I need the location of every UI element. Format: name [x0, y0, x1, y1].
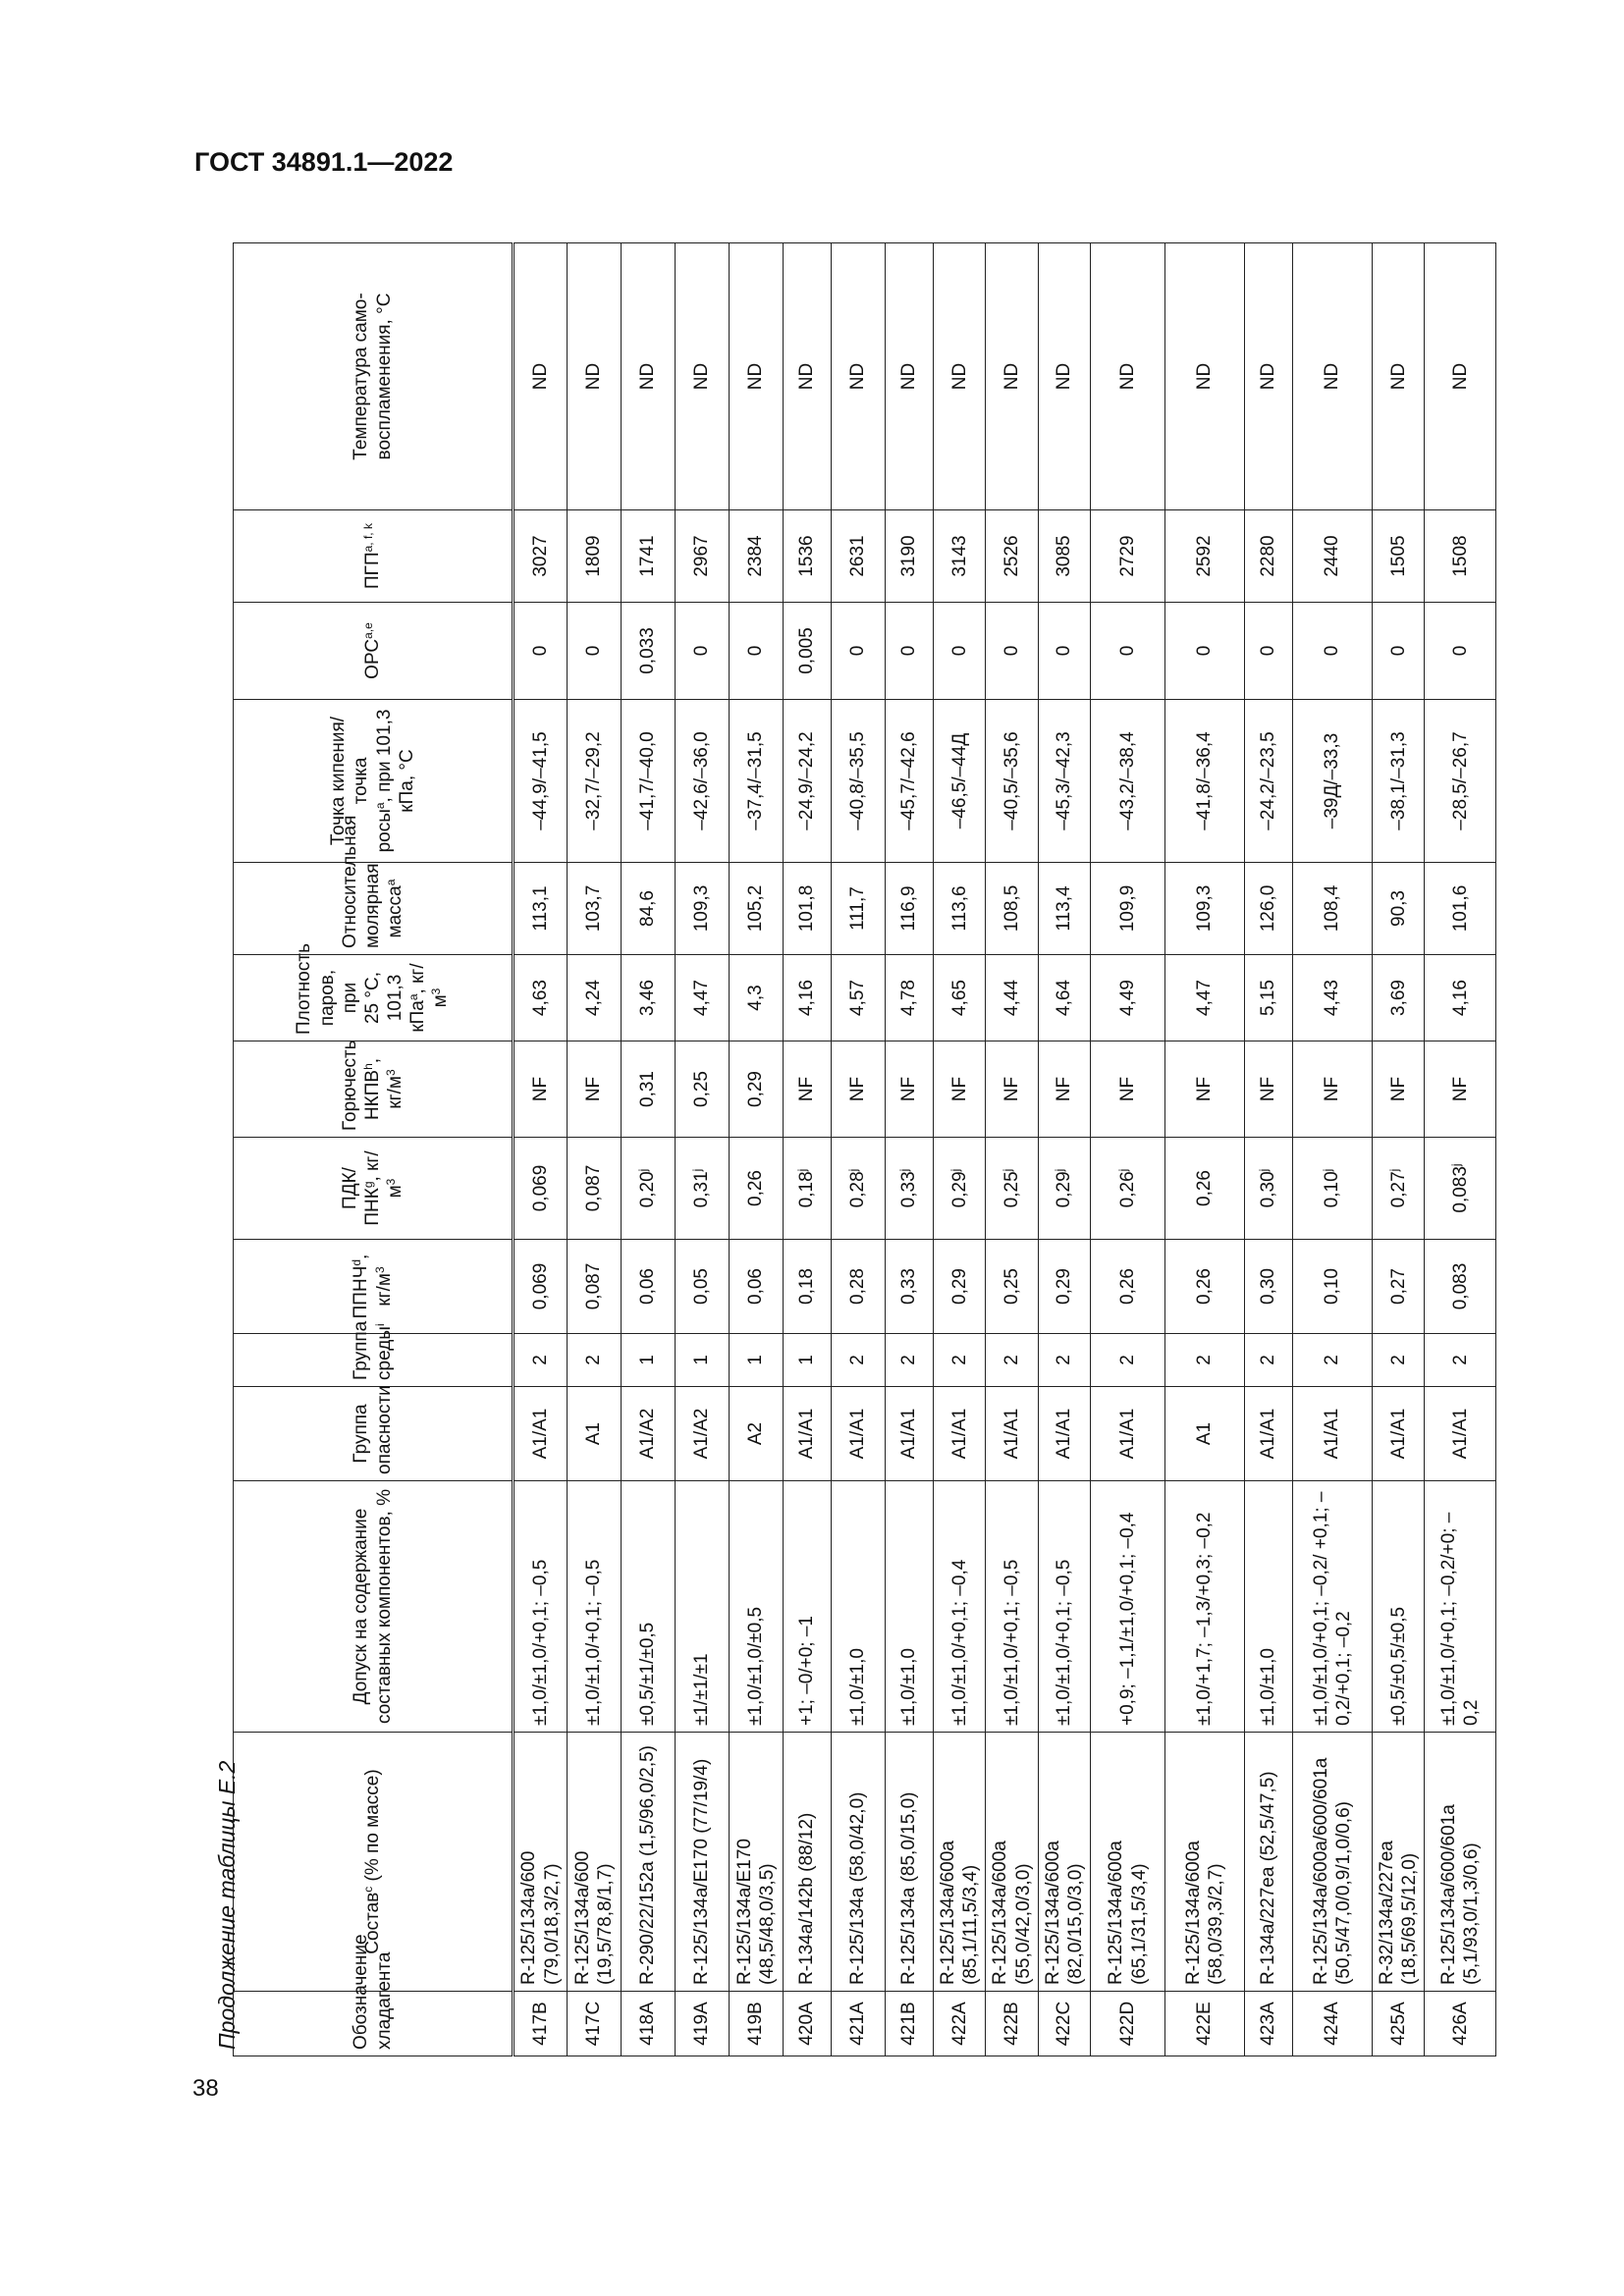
cell-boiling-point: –37,4/–31,5 — [730, 700, 784, 863]
table-header-row — [234, 243, 514, 2056]
cell-pdk: 0,083$^j$ — [1425, 1138, 1496, 1240]
cell-environment-group: 2 — [1293, 1334, 1373, 1387]
cell-designation: 422A — [934, 1992, 986, 2056]
cell-composition: R-125/134a/600a (58,0/39,3/2,7) — [1165, 1733, 1245, 1992]
cell-molar-mass: 108,5 — [986, 863, 1038, 955]
cell-designation: 420A — [784, 1992, 832, 2056]
cell-vapor-density: 4,24 — [568, 955, 622, 1041]
cell-hazard-group: A1/A1 — [1373, 1387, 1425, 1481]
footnote-marker: j — [690, 1168, 705, 1172]
cell-pdk: 0,30$^j$ — [1245, 1138, 1293, 1240]
cell-pdk: 0,31$^j$ — [676, 1138, 730, 1240]
cell-designation: 418A — [622, 1992, 676, 2056]
cell-pdk: 0,27$^j$ — [1373, 1138, 1425, 1240]
cell-tolerance: ±1,0/±1,0/+0,1; –0,2/+0; –0,2 — [1425, 1481, 1496, 1733]
cell-vapor-density: 4,49 — [1091, 955, 1165, 1041]
cell-tolerance: ±1,0/±1,0/+0,1; –0,5 — [514, 1481, 568, 1733]
cell-molar-mass: 101,8 — [784, 863, 832, 955]
cell-molar-mass: 113,6 — [934, 863, 986, 955]
cell-tolerance: ±0,5/±0,5/±0,5 — [1373, 1481, 1425, 1733]
cell-odp: 0 — [1425, 603, 1496, 700]
cell-vapor-density: 4,47 — [676, 955, 730, 1041]
cell-designation: 423A — [1245, 1992, 1293, 2056]
cell-flammability: NF — [1165, 1041, 1245, 1138]
cell-pdk: 0,29$^j$ — [934, 1138, 986, 1240]
cell-flammability: NF — [1091, 1041, 1165, 1138]
table-row — [730, 243, 784, 2056]
cell-composition: R-125/134a/600/601a (5,1/93,0/1,3/0,6) — [1425, 1733, 1496, 1992]
cell-composition: R-125/134a/600 (19,5/78,8/1,7) — [568, 1733, 622, 1992]
cell-boiling-point: –28,5/–26,7 — [1425, 700, 1496, 863]
cell-environment-group: 2 — [1245, 1334, 1293, 1387]
footnote-marker: j — [636, 1168, 651, 1172]
cell-vapor-density: 4,78 — [886, 955, 934, 1041]
cell-autoignition: ND — [1038, 243, 1090, 510]
cell-odp: 0 — [986, 603, 1038, 700]
cell-designation: 421A — [832, 1992, 886, 2056]
cell-odp: 0 — [886, 603, 934, 700]
cell-tolerance: ±1,0/±1,0 — [886, 1481, 934, 1733]
footnote-marker: j — [1000, 1168, 1014, 1172]
cell-autoignition: ND — [1373, 243, 1425, 510]
cell-vapor-density: 4,43 — [1293, 955, 1373, 1041]
cell-hazard-group: A1/A2 — [622, 1387, 676, 1481]
cell-environment-group: 1 — [730, 1334, 784, 1387]
cell-composition: R-125/134a/E170 (48,5/48,0/3,5) — [730, 1733, 784, 1992]
footnote-marker: j — [1257, 1168, 1272, 1172]
cell-flammability: NF — [934, 1041, 986, 1138]
cell-odp: 0 — [676, 603, 730, 700]
cell-vapor-density: 5,15 — [1245, 955, 1293, 1041]
cell-gwp: 1505 — [1373, 510, 1425, 603]
cell-autoignition: ND — [986, 243, 1038, 510]
cell-odp: 0,005 — [784, 603, 832, 700]
cell-vapor-density: 3,69 — [1373, 955, 1425, 1041]
cell-autoignition: ND — [1293, 243, 1373, 510]
cell-ppnch: 0,26 — [1091, 1240, 1165, 1334]
cell-designation: 421B — [886, 1992, 934, 2056]
col-header-boiling-point: Точка кипения/точка росы$^a$, при 101,3 кПа, °С — [234, 700, 514, 863]
table-row — [934, 243, 986, 2056]
cell-hazard-group: A1/A1 — [1293, 1387, 1373, 1481]
cell-pdk: 0,33$^j$ — [886, 1138, 934, 1240]
cell-flammability: NF — [784, 1041, 832, 1138]
col-header-hazard-group: Группа опасности — [234, 1387, 514, 1481]
cell-ppnch: 0,10 — [1293, 1240, 1373, 1334]
cell-molar-mass: 108,4 — [1293, 863, 1373, 955]
cell-autoignition: ND — [514, 243, 568, 510]
cell-designation: 419B — [730, 1992, 784, 2056]
cell-environment-group: 2 — [832, 1334, 886, 1387]
cell-odp: 0 — [1293, 603, 1373, 700]
cell-gwp: 1508 — [1425, 510, 1496, 603]
cell-boiling-point: –41,8/–36,4 — [1165, 700, 1245, 863]
cell-tolerance: ±1,0/±1,0/+0,1; –0,5 — [986, 1481, 1038, 1733]
cell-molar-mass: 116,9 — [886, 863, 934, 955]
cell-hazard-group: A1/A1 — [832, 1387, 886, 1481]
cell-boiling-point: –44,9/–41,5 — [514, 700, 568, 863]
cell-environment-group: 1 — [784, 1334, 832, 1387]
cell-flammability: NF — [1293, 1041, 1373, 1138]
cell-vapor-density: 3,46 — [622, 955, 676, 1041]
cell-gwp: 2631 — [832, 510, 886, 603]
cell-molar-mass: 109,9 — [1091, 863, 1165, 955]
cell-gwp: 1809 — [568, 510, 622, 603]
cell-ppnch: 0,083 — [1425, 1240, 1496, 1334]
cell-environment-group: 2 — [934, 1334, 986, 1387]
cell-flammability: NF — [514, 1041, 568, 1138]
cell-autoignition: ND — [784, 243, 832, 510]
cell-environment-group: 2 — [1165, 1334, 1245, 1387]
cell-odp: 0 — [934, 603, 986, 700]
cell-flammability: NF — [568, 1041, 622, 1138]
cell-vapor-density: 4,44 — [986, 955, 1038, 1041]
cell-hazard-group: A1 — [568, 1387, 622, 1481]
cell-designation: 422C — [1038, 1992, 1090, 2056]
cell-pdk: 0,28$^j$ — [832, 1138, 886, 1240]
cell-autoignition: ND — [1245, 243, 1293, 510]
footnote-marker: j — [897, 1168, 912, 1172]
cell-flammability: NF — [832, 1041, 886, 1138]
cell-hazard-group: A1/A1 — [886, 1387, 934, 1481]
cell-vapor-density: 4,65 — [934, 955, 986, 1041]
cell-autoignition: ND — [1165, 243, 1245, 510]
cell-ppnch: 0,28 — [832, 1240, 886, 1334]
cell-composition: R-125/134a/600a (65,1/31,5/3,4) — [1091, 1733, 1165, 1992]
table-row — [1038, 243, 1090, 2056]
cell-pdk: 0,26 — [1165, 1138, 1245, 1240]
cell-vapor-density: 4,47 — [1165, 955, 1245, 1041]
cell-boiling-point: –32,7/–29,2 — [568, 700, 622, 863]
cell-boiling-point: –41,7/–40,0 — [622, 700, 676, 863]
cell-autoignition: ND — [622, 243, 676, 510]
cell-odp: 0 — [514, 603, 568, 700]
cell-hazard-group: A1/A1 — [514, 1387, 568, 1481]
cell-ppnch: 0,29 — [934, 1240, 986, 1334]
table-row — [1373, 243, 1425, 2056]
cell-tolerance: ±1,0/+1,7; –1,3/+0,3; –0,2 — [1165, 1481, 1245, 1733]
footnote-marker: j — [1448, 1163, 1463, 1167]
cell-ppnch: 0,29 — [1038, 1240, 1090, 1334]
cell-environment-group: 1 — [676, 1334, 730, 1387]
cell-designation: 417C — [568, 1992, 622, 2056]
cell-tolerance: ±1,0/±1,0/+0,1; –0,5 — [568, 1481, 622, 1733]
col-header-odp: ОРС$^{a,e}$ — [234, 603, 514, 700]
table-row — [1091, 243, 1165, 2056]
cell-tolerance: ±1,0/±1,0/+0,1; –0,2/ +0,1; –0,2/+0,1; –0,2 — [1293, 1481, 1373, 1733]
cell-pdk: 0,29$^j$ — [1038, 1138, 1090, 1240]
cell-hazard-group: A2 — [730, 1387, 784, 1481]
cell-designation: 426A — [1425, 1992, 1496, 2056]
cell-environment-group: 2 — [1373, 1334, 1425, 1387]
cell-molar-mass: 113,4 — [1038, 863, 1090, 955]
cell-hazard-group: A1/A1 — [784, 1387, 832, 1481]
cell-ppnch: 0,087 — [568, 1240, 622, 1334]
cell-composition: R-125/134a (58,0/42,0) — [832, 1733, 886, 1992]
footnote-marker: j — [1386, 1168, 1401, 1172]
cell-flammability: NF — [886, 1041, 934, 1138]
cell-composition: R-134a/142b (88/12) — [784, 1733, 832, 1992]
cell-gwp: 3143 — [934, 510, 986, 603]
table-row — [886, 243, 934, 2056]
refrigerant-table — [233, 242, 1496, 2056]
table-row — [1293, 243, 1373, 2056]
cell-autoignition: ND — [730, 243, 784, 510]
cell-flammability: 0,31 — [622, 1041, 676, 1138]
cell-gwp: 2280 — [1245, 510, 1293, 603]
cell-ppnch: 0,18 — [784, 1240, 832, 1334]
cell-designation: 422D — [1091, 1992, 1165, 2056]
col-header-autoignition: Температура само-воспламенения, °С — [234, 243, 514, 510]
cell-composition: R-125/134a/600 (79,0/18,3/2,7) — [514, 1733, 568, 1992]
cell-tolerance: ±1,0/±1,0/+0,1; –0,4 — [934, 1481, 986, 1733]
cell-composition: R-125/134a (85,0/15,0) — [886, 1733, 934, 1992]
col-header-flammability: Горючесть НКПВ$^h$, $кг/м^3$ — [234, 1041, 514, 1138]
cell-designation: 422B — [986, 1992, 1038, 2056]
cell-environment-group: 2 — [514, 1334, 568, 1387]
cell-composition: R-32/134a/227ea (18,5/69,5/12,0) — [1373, 1733, 1425, 1992]
table-row — [622, 243, 676, 2056]
table-row — [1165, 243, 1245, 2056]
cell-ppnch: 0,27 — [1373, 1240, 1425, 1334]
cell-vapor-density: 4,64 — [1038, 955, 1090, 1041]
cell-vapor-density: 4,16 — [784, 955, 832, 1041]
cell-ppnch: 0,26 — [1165, 1240, 1245, 1334]
cell-gwp: 2592 — [1165, 510, 1245, 603]
cell-molar-mass: 103,7 — [568, 863, 622, 955]
cell-tolerance: ±1/±1/±1 — [676, 1481, 730, 1733]
cell-autoignition: ND — [1091, 243, 1165, 510]
cell-environment-group: 2 — [1038, 1334, 1090, 1387]
footnote-marker: j — [947, 1168, 962, 1172]
cell-tolerance: +0,9; –1,1/±1,0/+0,1; –0,4 — [1091, 1481, 1165, 1733]
cell-ppnch: 0,069 — [514, 1240, 568, 1334]
cell-composition: R-290/22/152a (1,5/96,0/2,5) — [622, 1733, 676, 1992]
cell-hazard-group: A1 — [1165, 1387, 1245, 1481]
cell-gwp: 2440 — [1293, 510, 1373, 603]
table-row — [568, 243, 622, 2056]
cell-vapor-density: 4,57 — [832, 955, 886, 1041]
cell-designation: 419A — [676, 1992, 730, 2056]
table-row — [784, 243, 832, 2056]
cell-vapor-density: 4,63 — [514, 955, 568, 1041]
table-body — [514, 243, 1496, 2056]
cell-boiling-point: –46,5/–44Д — [934, 700, 986, 863]
cell-flammability: 0,25 — [676, 1041, 730, 1138]
cell-autoignition: ND — [934, 243, 986, 510]
col-header-molar-mass: Относительная молярная масса$^a$ — [234, 863, 514, 955]
cell-environment-group: 2 — [986, 1334, 1038, 1387]
cell-pdk: 0,26$^j$ — [1091, 1138, 1165, 1240]
cell-tolerance: ±1,0/±1,0 — [832, 1481, 886, 1733]
cell-autoignition: ND — [676, 243, 730, 510]
page-number: 38 — [192, 2075, 219, 2102]
cell-environment-group: 2 — [1091, 1334, 1165, 1387]
cell-boiling-point: –43,2/–38,4 — [1091, 700, 1165, 863]
cell-designation: 425A — [1373, 1992, 1425, 2056]
cell-autoignition: ND — [832, 243, 886, 510]
cell-molar-mass: 126,0 — [1245, 863, 1293, 955]
cell-odp: 0 — [1038, 603, 1090, 700]
cell-tolerance: ±0,5/±1/±0,5 — [622, 1481, 676, 1733]
cell-odp: 0 — [730, 603, 784, 700]
table-row — [676, 243, 730, 2056]
cell-hazard-group: A1/A1 — [1245, 1387, 1293, 1481]
cell-gwp: 1741 — [622, 510, 676, 603]
cell-pdk: 0,20$^j$ — [622, 1138, 676, 1240]
cell-environment-group: 2 — [568, 1334, 622, 1387]
cell-boiling-point: –24,9/–24,2 — [784, 700, 832, 863]
cell-composition: R-125/134a/600a (85,1/11,5/3,4) — [934, 1733, 986, 1992]
cell-tolerance: ±1,0/±1,0 — [1245, 1481, 1293, 1733]
cell-vapor-density: 4,16 — [1425, 955, 1496, 1041]
cell-ppnch: 0,33 — [886, 1240, 934, 1334]
cell-ppnch: 0,30 — [1245, 1240, 1293, 1334]
cell-hazard-group: A1/A1 — [1425, 1387, 1496, 1481]
cell-flammability: NF — [1038, 1041, 1090, 1138]
col-header-gwp: ПГП$^{a, f, k}$ — [234, 510, 514, 603]
cell-composition: R-134a/227ea (52,5/47,5) — [1245, 1733, 1293, 1992]
cell-odp: 0 — [568, 603, 622, 700]
cell-boiling-point: –45,3/–42,3 — [1038, 700, 1090, 863]
cell-gwp: 2729 — [1091, 510, 1165, 603]
cell-molar-mass: 90,3 — [1373, 863, 1425, 955]
cell-flammability: NF — [986, 1041, 1038, 1138]
cell-boiling-point: –40,5/–35,6 — [986, 700, 1038, 863]
table-row — [514, 243, 568, 2056]
table-row — [1245, 243, 1293, 2056]
cell-pdk: 0,10$^j$ — [1293, 1138, 1373, 1240]
cell-flammability: NF — [1425, 1041, 1496, 1138]
cell-molar-mass: 101,6 — [1425, 863, 1496, 955]
cell-pdk: 0,087 — [568, 1138, 622, 1240]
col-header-vapor-density: Плотность паров, при 25 °С, 101,3 кПа$^a$, $кг/м^3$ — [234, 955, 514, 1041]
cell-molar-mass: 113,1 — [514, 863, 568, 955]
cell-molar-mass: 105,2 — [730, 863, 784, 955]
cell-ppnch: 0,05 — [676, 1240, 730, 1334]
cell-boiling-point: –42,6/–36,0 — [676, 700, 730, 863]
cell-boiling-point: –45,7/–42,6 — [886, 700, 934, 863]
cell-gwp: 3190 — [886, 510, 934, 603]
cell-boiling-point: –39Д/–33,3 — [1293, 700, 1373, 863]
cell-tolerance: ±1,0/±1,0/±0,5 — [730, 1481, 784, 1733]
cell-tolerance: +1; –0/+0; –1 — [784, 1481, 832, 1733]
cell-environment-group: 2 — [886, 1334, 934, 1387]
table-row — [832, 243, 886, 2056]
cell-flammability: NF — [1373, 1041, 1425, 1138]
cell-ppnch: 0,25 — [986, 1240, 1038, 1334]
table-row — [986, 243, 1038, 2056]
col-header-designation: Обозначение хладагента — [234, 1992, 514, 2056]
footnote-marker: j — [795, 1168, 810, 1172]
cell-hazard-group: A1/A1 — [1091, 1387, 1165, 1481]
cell-gwp: 3027 — [514, 510, 568, 603]
cell-boiling-point: –38,1/–31,3 — [1373, 700, 1425, 863]
cell-hazard-group: A1/A2 — [676, 1387, 730, 1481]
cell-molar-mass: 109,3 — [1165, 863, 1245, 955]
cell-odp: 0 — [832, 603, 886, 700]
cell-environment-group: 1 — [622, 1334, 676, 1387]
cell-composition: R-125/134a/600a (55,0/42,0/3,0) — [986, 1733, 1038, 1992]
cell-designation: 417B — [514, 1992, 568, 2056]
cell-ppnch: 0,06 — [730, 1240, 784, 1334]
footnote-marker: j — [1053, 1168, 1067, 1172]
cell-hazard-group: A1/A1 — [1038, 1387, 1090, 1481]
cell-pdk: 0,18$^j$ — [784, 1138, 832, 1240]
table-continuation-label: Продолжение таблицы Е.2 — [214, 1760, 240, 2050]
cell-pdk: 0,26 — [730, 1138, 784, 1240]
cell-designation: 424A — [1293, 1992, 1373, 2056]
footnote-marker: j — [846, 1168, 861, 1172]
document-header: ГОСТ 34891.1—2022 — [194, 147, 454, 177]
cell-composition: R-125/134a/600a (82,0/15,0/3,0) — [1038, 1733, 1090, 1992]
cell-ppnch: 0,06 — [622, 1240, 676, 1334]
cell-odp: 0 — [1165, 603, 1245, 700]
col-header-composition: Состав$^с$ (% по массе) — [234, 1733, 514, 1992]
table-row — [1425, 243, 1496, 2056]
cell-flammability: 0,29 — [730, 1041, 784, 1138]
cell-tolerance: ±1,0/±1,0/+0,1; –0,5 — [1038, 1481, 1090, 1733]
cell-autoignition: ND — [886, 243, 934, 510]
cell-composition: R-125/134a/600a/600/601a (50,5/47,0/0,9/1,0/0,6) — [1293, 1733, 1373, 1992]
col-header-environment-group: Группа среды$^i$ — [234, 1334, 514, 1387]
cell-odp: 0,033 — [622, 603, 676, 700]
cell-vapor-density: 4,3 — [730, 955, 784, 1041]
cell-flammability: NF — [1245, 1041, 1293, 1138]
cell-gwp: 2526 — [986, 510, 1038, 603]
cell-designation: 422E — [1165, 1992, 1245, 2056]
cell-molar-mass: 109,3 — [676, 863, 730, 955]
cell-odp: 0 — [1091, 603, 1165, 700]
cell-hazard-group: A1/A1 — [986, 1387, 1038, 1481]
cell-gwp: 2967 — [676, 510, 730, 603]
cell-environment-group: 2 — [1425, 1334, 1496, 1387]
cell-gwp: 2384 — [730, 510, 784, 603]
cell-boiling-point: –24,2/–23,5 — [1245, 700, 1293, 863]
cell-hazard-group: A1/A1 — [934, 1387, 986, 1481]
cell-odp: 0 — [1373, 603, 1425, 700]
footnote-marker: j — [1115, 1168, 1130, 1172]
cell-autoignition: ND — [1425, 243, 1496, 510]
col-header-tolerance: Допуск на содержание составных компонентов, % — [234, 1481, 514, 1733]
footnote-marker: j — [1321, 1168, 1335, 1172]
cell-gwp: 1536 — [784, 510, 832, 603]
cell-pdk: 0,25$^j$ — [986, 1138, 1038, 1240]
cell-molar-mass: 84,6 — [622, 863, 676, 955]
cell-molar-mass: 111,7 — [832, 863, 886, 955]
cell-autoignition: ND — [568, 243, 622, 510]
col-header-ppnch: ППНЧ$^d$, $кг/м^3$ — [234, 1240, 514, 1334]
cell-composition: R-125/134a/E170 (77/19/4) — [676, 1733, 730, 1992]
cell-odp: 0 — [1245, 603, 1293, 700]
cell-pdk: 0,069 — [514, 1138, 568, 1240]
cell-gwp: 3085 — [1038, 510, 1090, 603]
cell-boiling-point: –40,8/–35,5 — [832, 700, 886, 863]
col-header-pdk: ПДК/ПНК$^g$, $кг/м^3$ — [234, 1138, 514, 1240]
